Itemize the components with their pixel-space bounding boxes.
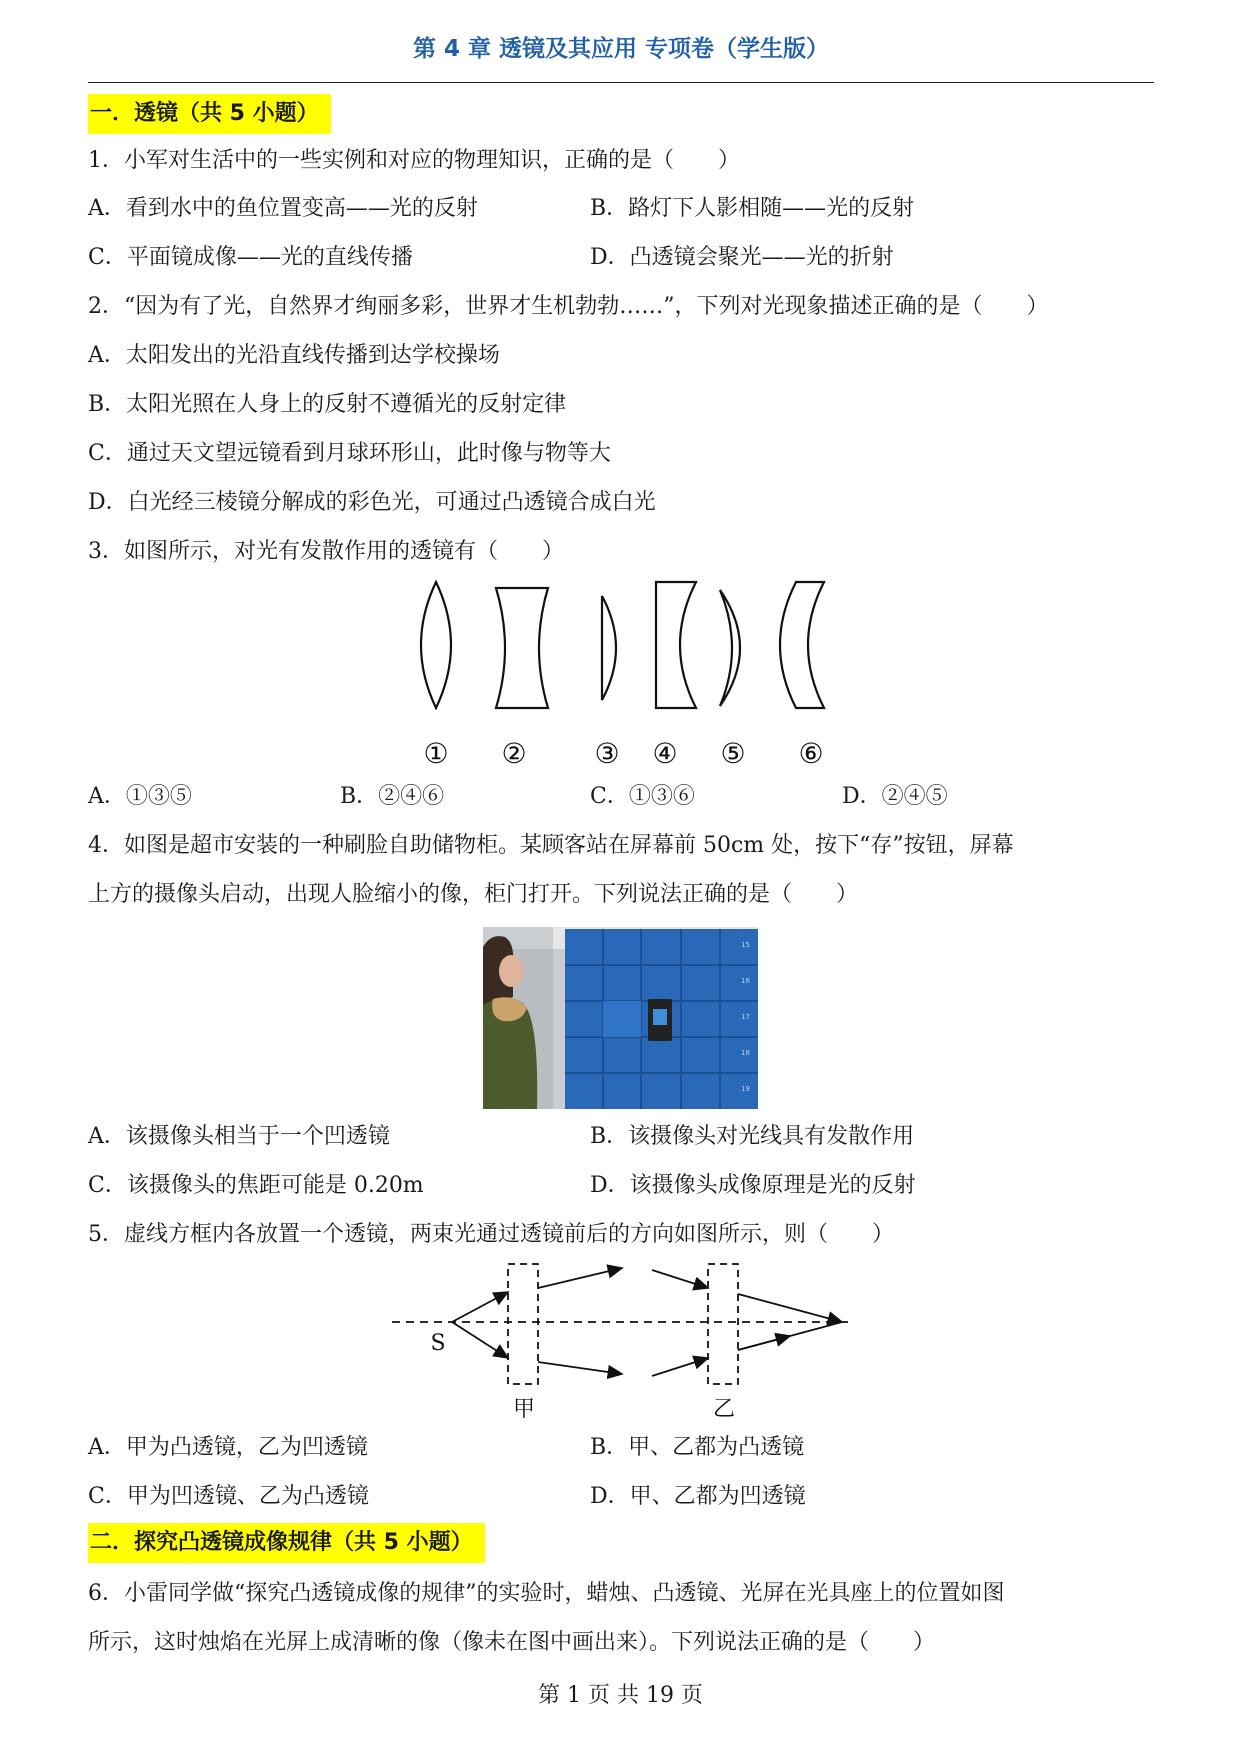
q1-option-d: D．凸透镜会聚光——光的折射 <box>590 245 894 270</box>
page-title: 第 4 章 透镜及其应用 专项卷（学生版） <box>412 36 830 62</box>
lens-label-4: ④ <box>652 737 678 770</box>
point-label-s: S <box>430 1331 446 1356</box>
locker-number: 19 <box>741 1085 750 1093</box>
q1-option-a: A．看到水中的鱼位置变高——光的反射 <box>88 196 478 221</box>
q3-option-c: C．①③⑥ <box>590 784 695 809</box>
q3-option-d: D．②④⑤ <box>842 784 948 809</box>
header-divider <box>88 82 1154 83</box>
locker-number: 18 <box>741 1049 750 1057</box>
box-label-jia: 甲 <box>512 1397 536 1422</box>
q3-option-a: A．①③⑤ <box>88 784 192 809</box>
page-footer: 第 1 页 共 19 页 <box>538 1683 703 1708</box>
q4-option-b: B．该摄像头对光线具有发散作用 <box>590 1124 915 1149</box>
q5-option-a: A．甲为凸透镜，乙为凹透镜 <box>88 1435 368 1460</box>
locker-photo <box>483 927 758 1109</box>
q4-option-d: D．该摄像头成像原理是光的反射 <box>590 1173 916 1198</box>
lens-plano-concave <box>656 582 696 708</box>
q4-stem-line1: 4．如图是超市安装的一种刷脸自助储物柜。某顾客站在屏幕前 50cm 处，按下“存”按钮，屏幕 <box>88 833 1014 858</box>
lens-biconcave <box>496 588 548 708</box>
q5-option-c: C．甲为凹透镜、乙为凸透镜 <box>88 1484 369 1509</box>
lens-figure <box>400 576 850 776</box>
q3-stem: 3．如图所示，对光有发散作用的透镜有（ ） <box>88 539 564 564</box>
q2-option-b: B．太阳光照在人身上的反射不遵循光的反射定律 <box>88 392 567 417</box>
lens-meniscus-concave <box>780 582 824 708</box>
q6-stem-line1: 6．小雷同学做“探究凸透镜成像的规律”的实验时，蜡烛、凸透镜、光屏在光具座上的位置如图 <box>88 1581 1005 1606</box>
q4-option-c: C．该摄像头的焦距可能是 0.20m <box>88 1173 424 1198</box>
q5-option-d: D．甲、乙都为凹透镜 <box>590 1484 806 1509</box>
light-path-figure <box>390 1258 860 1428</box>
lens-biconvex <box>421 582 451 708</box>
section-title-lens: 一．透镜（共 5 小题） <box>88 94 331 134</box>
lens-label-3: ③ <box>594 737 620 770</box>
lens-plano-convex <box>602 596 616 700</box>
q2-stem: 2．“因为有了光，自然界才绚丽多彩，世界才生机勃勃……”，下列对光现象描述正确的是（ ） <box>88 294 1049 319</box>
q4-option-a: A．该摄像头相当于一个凹透镜 <box>88 1124 390 1149</box>
lens-meniscus-convex <box>720 590 740 706</box>
q1-option-c: C．平面镜成像——光的直线传播 <box>88 245 413 270</box>
locker-number: 15 <box>741 941 750 949</box>
q2-option-c: C．通过天文望远镜看到月球环形山，此时像与物等大 <box>88 441 611 466</box>
lens-label-6: ⑥ <box>798 737 824 770</box>
lens-label-2: ② <box>501 737 527 770</box>
box-label-yi: 乙 <box>712 1397 736 1422</box>
q2-option-d: D．白光经三棱镜分解成的彩色光，可通过凸透镜合成白光 <box>88 490 656 515</box>
lens-label-5: ⑤ <box>720 737 746 770</box>
q3-option-b: B．②④⑥ <box>340 784 445 809</box>
q6-stem-line2: 所示，这时烛焰在光屏上成清晰的像（像未在图中画出来）。下列说法正确的是（ ） <box>88 1630 936 1655</box>
locker-number: 17 <box>741 1013 750 1021</box>
q4-stem-line2: 上方的摄像头启动，出现人脸缩小的像，柜门打开。下列说法正确的是（ ） <box>88 882 859 907</box>
q5-option-b: B．甲、乙都为凸透镜 <box>590 1435 805 1460</box>
lens-label-1: ① <box>423 737 449 770</box>
locker-number: 16 <box>741 977 750 985</box>
q1-option-b: B．路灯下人影相随——光的反射 <box>590 196 915 221</box>
q1-stem: 1．小军对生活中的一些实例和对应的物理知识，正确的是（ ） <box>88 148 740 173</box>
q5-stem: 5．虚线方框内各放置一个透镜，两束光通过透镜前后的方向如图所示，则（ ） <box>88 1222 894 1247</box>
q2-option-a: A．太阳发出的光沿直线传播到达学校操场 <box>88 343 500 368</box>
section-title-convex-imaging: 二．探究凸透镜成像规律（共 5 小题） <box>88 1523 485 1563</box>
